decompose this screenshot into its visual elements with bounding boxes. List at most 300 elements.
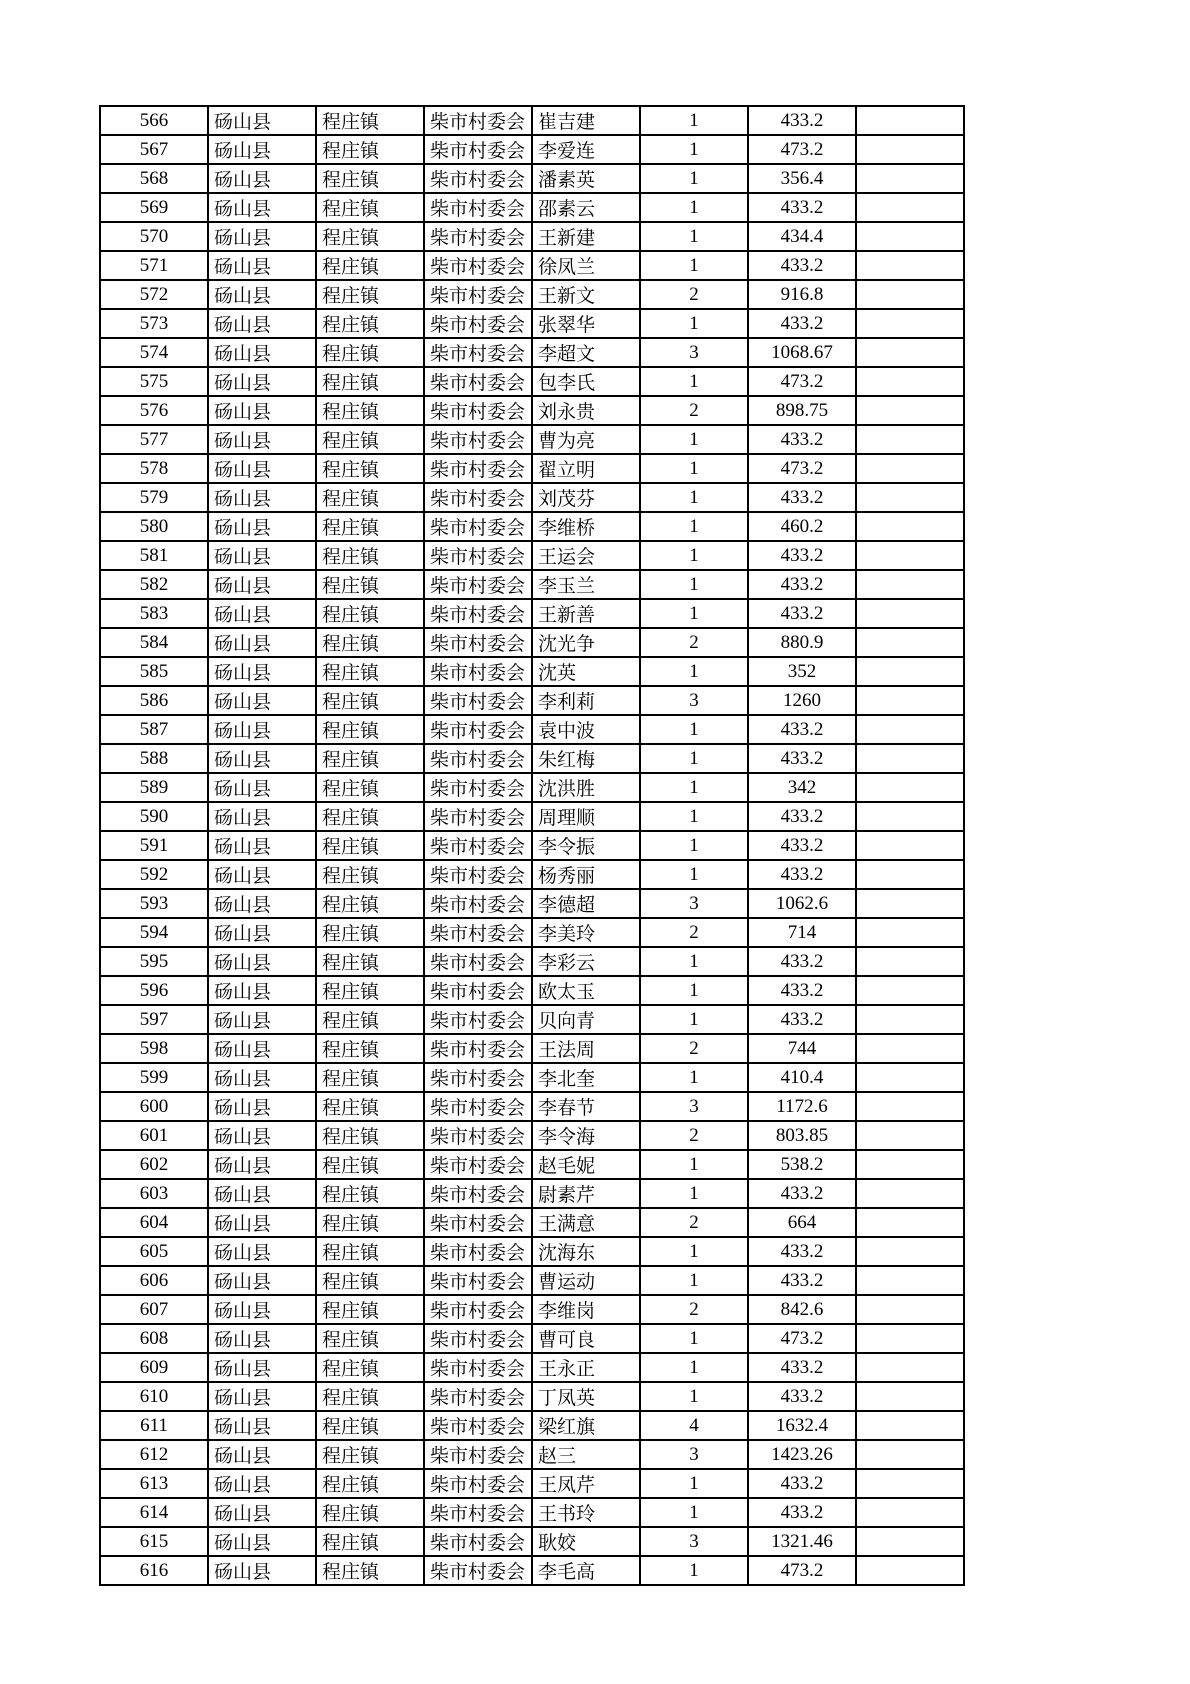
county-cell: 砀山县 xyxy=(208,135,316,164)
county-cell: 砀山县 xyxy=(208,976,316,1005)
row-number-cell: 588 xyxy=(100,744,208,773)
table-row xyxy=(100,1469,964,1498)
village-committee-cell: 柴市村委会 xyxy=(424,918,532,947)
row-number-cell: 612 xyxy=(100,1440,208,1469)
table-row xyxy=(100,454,964,483)
table-row xyxy=(100,1411,964,1440)
person-name-cell: 沈光争 xyxy=(532,628,640,657)
town-cell: 程庄镇 xyxy=(316,802,424,831)
table-row xyxy=(100,1382,964,1411)
town-cell: 程庄镇 xyxy=(316,744,424,773)
table-row xyxy=(100,425,964,454)
town-cell: 程庄镇 xyxy=(316,251,424,280)
person-name-cell: 丁凤英 xyxy=(532,1382,640,1411)
person-name-cell: 杨秀丽 xyxy=(532,860,640,889)
county-cell: 砀山县 xyxy=(208,918,316,947)
blank-cell xyxy=(856,541,964,570)
village-committee-cell: 柴市村委会 xyxy=(424,425,532,454)
blank-cell xyxy=(856,222,964,251)
town-cell: 程庄镇 xyxy=(316,686,424,715)
row-number-cell: 603 xyxy=(100,1179,208,1208)
person-name-cell: 王永正 xyxy=(532,1353,640,1382)
village-committee-cell: 柴市村委会 xyxy=(424,1179,532,1208)
amount-cell: 433.2 xyxy=(748,831,856,860)
amount-cell: 433.2 xyxy=(748,309,856,338)
village-committee-cell: 柴市村委会 xyxy=(424,831,532,860)
blank-cell xyxy=(856,947,964,976)
town-cell: 程庄镇 xyxy=(316,1353,424,1382)
amount-cell: 433.2 xyxy=(748,1266,856,1295)
blank-cell xyxy=(856,773,964,802)
person-count-cell: 1 xyxy=(640,454,748,483)
person-count-cell: 3 xyxy=(640,889,748,918)
table-row xyxy=(100,657,964,686)
row-number-cell: 590 xyxy=(100,802,208,831)
person-count-cell: 1 xyxy=(640,1324,748,1353)
row-number-cell: 567 xyxy=(100,135,208,164)
blank-cell xyxy=(856,1411,964,1440)
blank-cell xyxy=(856,1092,964,1121)
county-cell: 砀山县 xyxy=(208,1237,316,1266)
blank-cell xyxy=(856,1034,964,1063)
county-cell: 砀山县 xyxy=(208,483,316,512)
table-row xyxy=(100,744,964,773)
person-name-cell: 李爱连 xyxy=(532,135,640,164)
blank-cell xyxy=(856,483,964,512)
table-row xyxy=(100,367,964,396)
county-cell: 砀山县 xyxy=(208,396,316,425)
table-row xyxy=(100,1208,964,1237)
table-row xyxy=(100,1266,964,1295)
village-committee-cell: 柴市村委会 xyxy=(424,947,532,976)
town-cell: 程庄镇 xyxy=(316,425,424,454)
row-number-cell: 575 xyxy=(100,367,208,396)
row-number-cell: 583 xyxy=(100,599,208,628)
table-row xyxy=(100,541,964,570)
amount-cell: 1423.26 xyxy=(748,1440,856,1469)
village-committee-cell: 柴市村委会 xyxy=(424,396,532,425)
row-number-cell: 615 xyxy=(100,1527,208,1556)
blank-cell xyxy=(856,1208,964,1237)
row-number-cell: 581 xyxy=(100,541,208,570)
person-count-cell: 1 xyxy=(640,802,748,831)
county-cell: 砀山县 xyxy=(208,1005,316,1034)
table-row xyxy=(100,1034,964,1063)
county-cell: 砀山县 xyxy=(208,309,316,338)
row-number-cell: 606 xyxy=(100,1266,208,1295)
town-cell: 程庄镇 xyxy=(316,1498,424,1527)
person-count-cell: 2 xyxy=(640,396,748,425)
county-cell: 砀山县 xyxy=(208,164,316,193)
village-committee-cell: 柴市村委会 xyxy=(424,1208,532,1237)
county-cell: 砀山县 xyxy=(208,1527,316,1556)
county-cell: 砀山县 xyxy=(208,628,316,657)
town-cell: 程庄镇 xyxy=(316,309,424,338)
blank-cell xyxy=(856,338,964,367)
person-name-cell: 王书玲 xyxy=(532,1498,640,1527)
person-name-cell: 李德超 xyxy=(532,889,640,918)
county-cell: 砀山县 xyxy=(208,1034,316,1063)
town-cell: 程庄镇 xyxy=(316,164,424,193)
amount-cell: 460.2 xyxy=(748,512,856,541)
person-count-cell: 1 xyxy=(640,1382,748,1411)
person-count-cell: 1 xyxy=(640,164,748,193)
blank-cell xyxy=(856,628,964,657)
person-count-cell: 1 xyxy=(640,715,748,744)
blank-cell xyxy=(856,831,964,860)
row-number-cell: 587 xyxy=(100,715,208,744)
county-cell: 砀山县 xyxy=(208,1179,316,1208)
blank-cell xyxy=(856,396,964,425)
blank-cell xyxy=(856,1063,964,1092)
table-row xyxy=(100,106,964,135)
village-committee-cell: 柴市村委会 xyxy=(424,251,532,280)
table-row xyxy=(100,1324,964,1353)
town-cell: 程庄镇 xyxy=(316,1469,424,1498)
county-cell: 砀山县 xyxy=(208,1498,316,1527)
village-committee-cell: 柴市村委会 xyxy=(424,1324,532,1353)
town-cell: 程庄镇 xyxy=(316,1295,424,1324)
blank-cell xyxy=(856,1179,964,1208)
person-name-cell: 沈海东 xyxy=(532,1237,640,1266)
table-row xyxy=(100,1005,964,1034)
table-row xyxy=(100,686,964,715)
town-cell: 程庄镇 xyxy=(316,773,424,802)
person-count-cell: 1 xyxy=(640,251,748,280)
person-name-cell: 王凤芹 xyxy=(532,1469,640,1498)
blank-cell xyxy=(856,976,964,1005)
table-row xyxy=(100,1092,964,1121)
row-number-cell: 568 xyxy=(100,164,208,193)
person-count-cell: 1 xyxy=(640,1150,748,1179)
amount-cell: 433.2 xyxy=(748,193,856,222)
amount-cell: 433.2 xyxy=(748,976,856,1005)
village-committee-cell: 柴市村委会 xyxy=(424,164,532,193)
person-count-cell: 1 xyxy=(640,512,748,541)
blank-cell xyxy=(856,1324,964,1353)
town-cell: 程庄镇 xyxy=(316,1063,424,1092)
village-committee-cell: 柴市村委会 xyxy=(424,1063,532,1092)
row-number-cell: 600 xyxy=(100,1092,208,1121)
person-count-cell: 3 xyxy=(640,1092,748,1121)
table-row xyxy=(100,628,964,657)
row-number-cell: 595 xyxy=(100,947,208,976)
amount-cell: 433.2 xyxy=(748,1179,856,1208)
blank-cell xyxy=(856,1469,964,1498)
person-name-cell: 曹运动 xyxy=(532,1266,640,1295)
town-cell: 程庄镇 xyxy=(316,831,424,860)
table-row xyxy=(100,773,964,802)
row-number-cell: 572 xyxy=(100,280,208,309)
row-number-cell: 599 xyxy=(100,1063,208,1092)
blank-cell xyxy=(856,1150,964,1179)
person-name-cell: 梁红旗 xyxy=(532,1411,640,1440)
person-count-cell: 2 xyxy=(640,280,748,309)
town-cell: 程庄镇 xyxy=(316,1440,424,1469)
person-name-cell: 李超文 xyxy=(532,338,640,367)
village-committee-cell: 柴市村委会 xyxy=(424,860,532,889)
village-committee-cell: 柴市村委会 xyxy=(424,715,532,744)
village-committee-cell: 柴市村委会 xyxy=(424,1121,532,1150)
row-number-cell: 611 xyxy=(100,1411,208,1440)
person-name-cell: 李维桥 xyxy=(532,512,640,541)
village-committee-cell: 柴市村委会 xyxy=(424,657,532,686)
village-committee-cell: 柴市村委会 xyxy=(424,512,532,541)
row-number-cell: 586 xyxy=(100,686,208,715)
person-name-cell: 尉素芹 xyxy=(532,1179,640,1208)
blank-cell xyxy=(856,657,964,686)
row-number-cell: 594 xyxy=(100,918,208,947)
table-row xyxy=(100,889,964,918)
blank-cell xyxy=(856,309,964,338)
table-row xyxy=(100,802,964,831)
amount-cell: 898.75 xyxy=(748,396,856,425)
blank-cell xyxy=(856,744,964,773)
blank-cell xyxy=(856,1353,964,1382)
town-cell: 程庄镇 xyxy=(316,396,424,425)
county-cell: 砀山县 xyxy=(208,367,316,396)
amount-cell: 1172.6 xyxy=(748,1092,856,1121)
amount-cell: 433.2 xyxy=(748,570,856,599)
person-count-cell: 2 xyxy=(640,1295,748,1324)
amount-cell: 352 xyxy=(748,657,856,686)
village-committee-cell: 柴市村委会 xyxy=(424,599,532,628)
person-count-cell: 1 xyxy=(640,1005,748,1034)
person-name-cell: 李利莉 xyxy=(532,686,640,715)
row-number-cell: 574 xyxy=(100,338,208,367)
row-number-cell: 609 xyxy=(100,1353,208,1382)
blank-cell xyxy=(856,512,964,541)
table-row xyxy=(100,1440,964,1469)
table-row xyxy=(100,831,964,860)
row-number-cell: 601 xyxy=(100,1121,208,1150)
person-name-cell: 曹可良 xyxy=(532,1324,640,1353)
amount-cell: 538.2 xyxy=(748,1150,856,1179)
county-cell: 砀山县 xyxy=(208,425,316,454)
town-cell: 程庄镇 xyxy=(316,1237,424,1266)
table-row xyxy=(100,251,964,280)
county-cell: 砀山县 xyxy=(208,106,316,135)
table-row xyxy=(100,222,964,251)
county-cell: 砀山县 xyxy=(208,1324,316,1353)
person-count-cell: 3 xyxy=(640,686,748,715)
village-committee-cell: 柴市村委会 xyxy=(424,686,532,715)
county-cell: 砀山县 xyxy=(208,570,316,599)
blank-cell xyxy=(856,860,964,889)
table-row xyxy=(100,1295,964,1324)
person-count-cell: 1 xyxy=(640,947,748,976)
village-committee-cell: 柴市村委会 xyxy=(424,1150,532,1179)
village-committee-cell: 柴市村委会 xyxy=(424,1556,532,1585)
village-committee-cell: 柴市村委会 xyxy=(424,1266,532,1295)
row-number-cell: 608 xyxy=(100,1324,208,1353)
person-count-cell: 1 xyxy=(640,1353,748,1382)
person-name-cell: 包李氏 xyxy=(532,367,640,396)
row-number-cell: 566 xyxy=(100,106,208,135)
person-name-cell: 李令振 xyxy=(532,831,640,860)
person-name-cell: 李北奎 xyxy=(532,1063,640,1092)
amount-cell: 880.9 xyxy=(748,628,856,657)
village-committee-cell: 柴市村委会 xyxy=(424,570,532,599)
person-count-cell: 1 xyxy=(640,773,748,802)
table-row xyxy=(100,860,964,889)
blank-cell xyxy=(856,135,964,164)
row-number-cell: 614 xyxy=(100,1498,208,1527)
town-cell: 程庄镇 xyxy=(316,1179,424,1208)
row-number-cell: 577 xyxy=(100,425,208,454)
row-number-cell: 579 xyxy=(100,483,208,512)
table-row xyxy=(100,512,964,541)
table-row xyxy=(100,164,964,193)
amount-cell: 803.85 xyxy=(748,1121,856,1150)
town-cell: 程庄镇 xyxy=(316,193,424,222)
county-cell: 砀山县 xyxy=(208,802,316,831)
blank-cell xyxy=(856,164,964,193)
blank-cell xyxy=(856,1498,964,1527)
table-row xyxy=(100,396,964,425)
person-count-cell: 1 xyxy=(640,541,748,570)
person-name-cell: 李玉兰 xyxy=(532,570,640,599)
person-name-cell: 朱红梅 xyxy=(532,744,640,773)
amount-cell: 433.2 xyxy=(748,1353,856,1382)
county-cell: 砀山县 xyxy=(208,831,316,860)
table-row xyxy=(100,280,964,309)
village-committee-cell: 柴市村委会 xyxy=(424,1034,532,1063)
row-number-cell: 569 xyxy=(100,193,208,222)
amount-cell: 433.2 xyxy=(748,1005,856,1034)
table-row xyxy=(100,1527,964,1556)
village-committee-cell: 柴市村委会 xyxy=(424,1469,532,1498)
county-cell: 砀山县 xyxy=(208,251,316,280)
person-count-cell: 2 xyxy=(640,628,748,657)
row-number-cell: 582 xyxy=(100,570,208,599)
blank-cell xyxy=(856,280,964,309)
blank-cell xyxy=(856,802,964,831)
person-count-cell: 3 xyxy=(640,1440,748,1469)
row-number-cell: 610 xyxy=(100,1382,208,1411)
person-count-cell: 1 xyxy=(640,135,748,164)
town-cell: 程庄镇 xyxy=(316,1266,424,1295)
row-number-cell: 598 xyxy=(100,1034,208,1063)
amount-cell: 433.2 xyxy=(748,425,856,454)
person-count-cell: 2 xyxy=(640,918,748,947)
blank-cell xyxy=(856,1005,964,1034)
town-cell: 程庄镇 xyxy=(316,1208,424,1237)
town-cell: 程庄镇 xyxy=(316,1034,424,1063)
person-count-cell: 1 xyxy=(640,483,748,512)
blank-cell xyxy=(856,106,964,135)
amount-cell: 356.4 xyxy=(748,164,856,193)
blank-cell xyxy=(856,1382,964,1411)
table-row xyxy=(100,338,964,367)
town-cell: 程庄镇 xyxy=(316,715,424,744)
village-committee-cell: 柴市村委会 xyxy=(424,135,532,164)
person-count-cell: 1 xyxy=(640,1063,748,1092)
county-cell: 砀山县 xyxy=(208,947,316,976)
row-number-cell: 573 xyxy=(100,309,208,338)
person-name-cell: 邵素云 xyxy=(532,193,640,222)
town-cell: 程庄镇 xyxy=(316,599,424,628)
row-number-cell: 607 xyxy=(100,1295,208,1324)
row-number-cell: 604 xyxy=(100,1208,208,1237)
town-cell: 程庄镇 xyxy=(316,338,424,367)
person-name-cell: 翟立明 xyxy=(532,454,640,483)
person-name-cell: 沈英 xyxy=(532,657,640,686)
person-name-cell: 张翠华 xyxy=(532,309,640,338)
town-cell: 程庄镇 xyxy=(316,657,424,686)
table-row xyxy=(100,976,964,1005)
person-name-cell: 曹为亮 xyxy=(532,425,640,454)
county-cell: 砀山县 xyxy=(208,1469,316,1498)
person-name-cell: 徐凤兰 xyxy=(532,251,640,280)
village-committee-cell: 柴市村委会 xyxy=(424,773,532,802)
blank-cell xyxy=(856,454,964,483)
village-committee-cell: 柴市村委会 xyxy=(424,280,532,309)
amount-cell: 342 xyxy=(748,773,856,802)
row-number-cell: 571 xyxy=(100,251,208,280)
village-committee-cell: 柴市村委会 xyxy=(424,367,532,396)
town-cell: 程庄镇 xyxy=(316,1092,424,1121)
village-committee-cell: 柴市村委会 xyxy=(424,1005,532,1034)
village-committee-cell: 柴市村委会 xyxy=(424,338,532,367)
person-count-cell: 1 xyxy=(640,657,748,686)
county-cell: 砀山县 xyxy=(208,1411,316,1440)
county-cell: 砀山县 xyxy=(208,280,316,309)
amount-cell: 473.2 xyxy=(748,367,856,396)
county-cell: 砀山县 xyxy=(208,541,316,570)
person-count-cell: 1 xyxy=(640,976,748,1005)
person-name-cell: 李令海 xyxy=(532,1121,640,1150)
county-cell: 砀山县 xyxy=(208,1063,316,1092)
county-cell: 砀山县 xyxy=(208,1556,316,1585)
village-committee-cell: 柴市村委会 xyxy=(424,976,532,1005)
row-number-cell: 592 xyxy=(100,860,208,889)
county-cell: 砀山县 xyxy=(208,1440,316,1469)
village-committee-cell: 柴市村委会 xyxy=(424,1498,532,1527)
amount-cell: 433.2 xyxy=(748,947,856,976)
person-name-cell: 耿姣 xyxy=(532,1527,640,1556)
amount-cell: 473.2 xyxy=(748,1324,856,1353)
row-number-cell: 591 xyxy=(100,831,208,860)
town-cell: 程庄镇 xyxy=(316,976,424,1005)
table-row xyxy=(100,1556,964,1585)
person-count-cell: 1 xyxy=(640,744,748,773)
person-name-cell: 周理顺 xyxy=(532,802,640,831)
person-name-cell: 李美玲 xyxy=(532,918,640,947)
blank-cell xyxy=(856,1556,964,1585)
village-committee-cell: 柴市村委会 xyxy=(424,309,532,338)
person-name-cell: 袁中波 xyxy=(532,715,640,744)
village-committee-cell: 柴市村委会 xyxy=(424,628,532,657)
person-count-cell: 1 xyxy=(640,599,748,628)
county-cell: 砀山县 xyxy=(208,1382,316,1411)
row-number-cell: 605 xyxy=(100,1237,208,1266)
town-cell: 程庄镇 xyxy=(316,1121,424,1150)
amount-cell: 744 xyxy=(748,1034,856,1063)
person-count-cell: 1 xyxy=(640,831,748,860)
person-count-cell: 1 xyxy=(640,106,748,135)
blank-cell xyxy=(856,193,964,222)
county-cell: 砀山县 xyxy=(208,715,316,744)
town-cell: 程庄镇 xyxy=(316,1150,424,1179)
person-count-cell: 1 xyxy=(640,1498,748,1527)
subsidy-roster-table xyxy=(99,105,965,1586)
person-count-cell: 1 xyxy=(640,1266,748,1295)
county-cell: 砀山县 xyxy=(208,1150,316,1179)
person-name-cell: 王新建 xyxy=(532,222,640,251)
county-cell: 砀山县 xyxy=(208,1295,316,1324)
village-committee-cell: 柴市村委会 xyxy=(424,1527,532,1556)
